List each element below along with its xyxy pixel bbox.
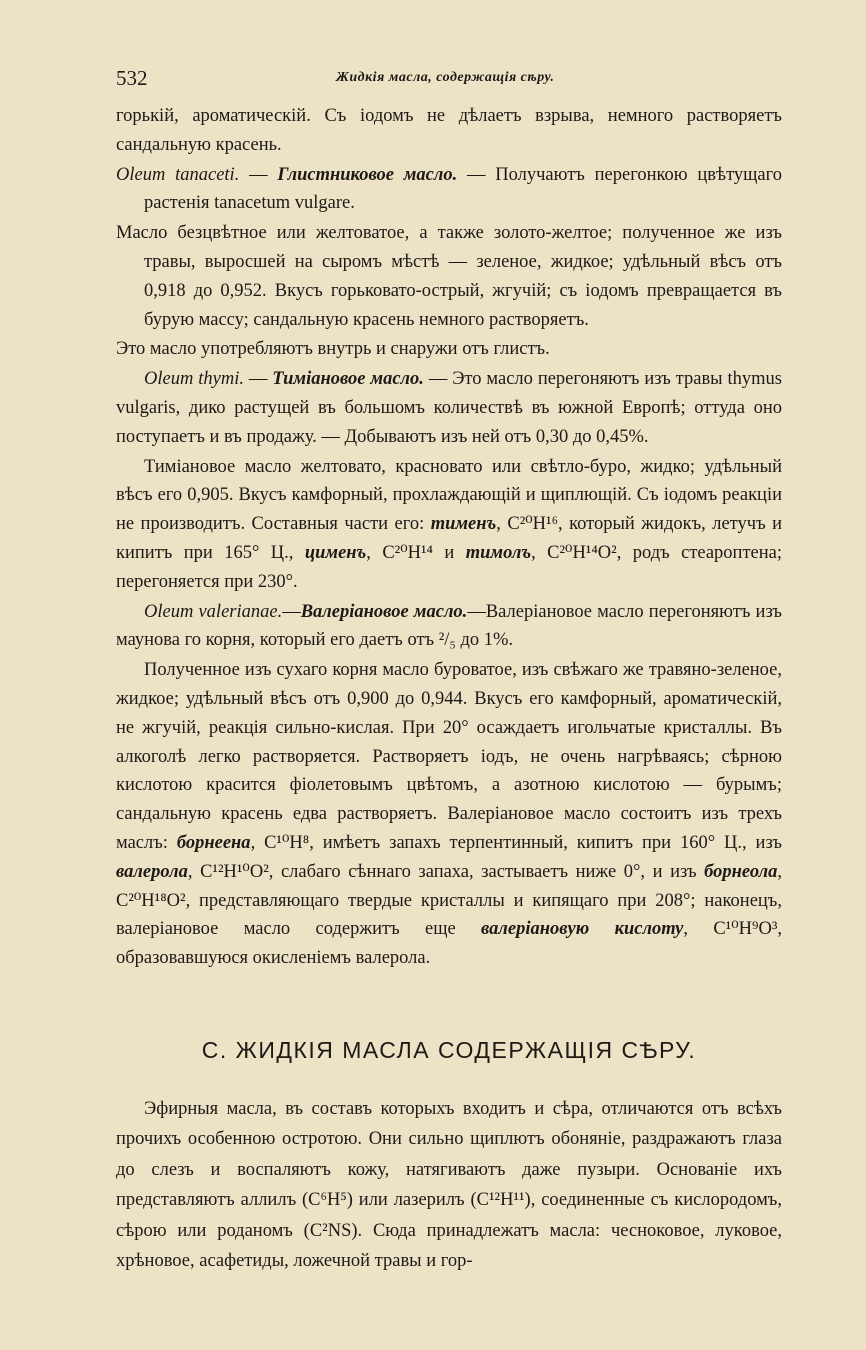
paragraph-oleum-valerianae — [116, 598, 782, 656]
russian-name: Глистниковое масло. — [277, 164, 458, 185]
paragraph-tanaceti-usage: Это масло употребляютъ внутрь и снаружи отъ глистъ. — [116, 339, 550, 360]
paragraph-sulfur-oils: Эфирныя масла, въ составъ которыхъ входитъ и сѣра, отличаются отъ всѣхъ прочихъ особенною остротою. Они сильно щиплютъ обоняніе, раздражаютъ глаза до слезъ и воспаляютъ кожу, натягиваютъ даже пузыри. Основаніе ихъ представляютъ аллилъ (C⁶H⁵) или лазерилъ (C¹²H¹¹), соединенные съ кислородомъ, сѣрою или роданомъ (C²NS). Сюда принадлежатъ масла: чесноковое, луковое, хрѣновое, асафетиды, ложечной травы и гор- — [116, 1098, 782, 1272]
paragraph-text: Полученное изъ сухаго корня масло буроватое, изъ свѣжаго же травяно-зеленое, жидкое; удѣльный вѣсъ отъ 0,900 до 0,944. Вкусъ его камфорный, ароматическій, не жгучій, реакція сильно-кислая. При 20° осаждаетъ игольчатые кристаллы. Въ алкоголѣ легко растворяется. Растворяетъ іодъ, не очень нагрѣваясь; сѣрною кислотою красится фіолетовымъ цвѣтомъ, а азотною кислотою — бурымъ; сандальную красень едва растворяетъ. Валеріановое масло состоитъ изъ трехъ маслъ: — [116, 660, 782, 853]
paragraph-valerianae-description — [116, 656, 782, 973]
paragraph-thymi-description — [116, 453, 782, 597]
paragraph-text: , C²⁰H¹⁶, который жидокъ, летучъ и кипитъ при 165° Ц., — [116, 514, 782, 563]
latin-name: Oleum valerianae. — [144, 601, 283, 622]
paragraph-tanaceti-description: Масло безцвѣтное или желтоватое, а также золото-желтое; полученное же изъ травы, выросшей на сыромъ мѣстѣ — зеленое, жидкое; удѣльный вѣсъ отъ 0,918 до 0,952. Вкусъ горьковато-острый, жгучій; съ іодомъ превращается въ бурую массу; сандальную красень немного растворяетъ. — [116, 223, 782, 330]
paragraph-text: , C¹²H¹⁰O², слабаго сѣннаго запаха, застываетъ ниже 0°, и изъ — [187, 861, 705, 882]
paragraph-text: , C¹⁰H⁹O³, образовавшуюся окисленіемъ валерола. — [116, 919, 782, 969]
paragraph-text: — Получаютъ перегонкою цвѣтущаго растенія tanacetum vulgare. — [144, 164, 783, 214]
running-head — [116, 60, 782, 94]
paragraph-text: — Это масло перегоняютъ изъ травы thymus vulgaris, дико растущей въ большомъ количествѣ въ южной Европѣ; оттуда оно поступаетъ и въ продажу. — Добываютъ изъ ней отъ 0,30 до 0,45%. — [116, 369, 782, 447]
latin-name: Oleum thymi. — [144, 369, 244, 390]
latin-name: Oleum tanaceti. — [116, 164, 240, 185]
paragraph-oleum-tanaceti — [116, 161, 782, 219]
russian-name: Валеріановое масло. — [300, 601, 468, 622]
russian-name: Тиміановое масло. — [272, 369, 424, 390]
dash: — — [239, 164, 278, 185]
term-valeric-acid: валеріановую кислоту — [481, 919, 684, 940]
paragraph-oleum-thymi — [116, 365, 782, 451]
term-borneol: борнеола — [704, 861, 778, 882]
paragraph-continuation: горькій, ароматическій. Съ іодомъ не дѣлаетъ взрыва, немного растворяетъ сандальную красень. — [116, 106, 782, 155]
section-body — [116, 1094, 782, 1277]
dash: — — [243, 369, 273, 390]
term-cymen: цименъ — [304, 542, 367, 563]
paragraph-text: , C²⁰H¹⁴O², родъ стеароптена; перегоняется при 230°. — [116, 542, 782, 592]
term-borneen: борнеена — [176, 832, 251, 853]
running-title: Жидкія масла, содержащія сѣру. — [336, 70, 555, 85]
dash: — — [282, 601, 301, 622]
term-valerol: валерола — [116, 861, 188, 882]
section-heading: С. ЖИДКІЯ МАСЛА СОДЕРЖАЩІЯ СѢРУ. — [201, 1036, 697, 1063]
term-thymol: тимолъ — [465, 542, 532, 563]
page-number: 532 — [116, 66, 148, 90]
paragraph-text: , C²⁰H¹⁸O², представляющаго твердые кристаллы и кипящаго при 208°; наконецъ, валеріановое масло содержитъ еще — [116, 861, 782, 940]
paragraph-text: , C¹⁰H⁸, имѣетъ запахъ терпентинный, кипитъ при 160° Ц., изъ — [250, 832, 782, 853]
term-thymen: тименъ — [430, 514, 497, 535]
paragraph-text: —Валеріановое масло перегоняютъ изъ маунова го корня, который его даетъ отъ ²/₅ до 1%. — [116, 601, 782, 651]
paragraph-text: Тиміановое масло желтовато, красновато или свѣтло-буро, жидко; удѣльный вѣсъ его 0,905. Вкусъ камфорный, прохлаждающій и щиплющій. Съ іодомъ реакціи не производитъ. Составныя части его: — [116, 456, 782, 535]
paragraph-text: , C²⁰H¹⁴ и — [366, 542, 466, 563]
